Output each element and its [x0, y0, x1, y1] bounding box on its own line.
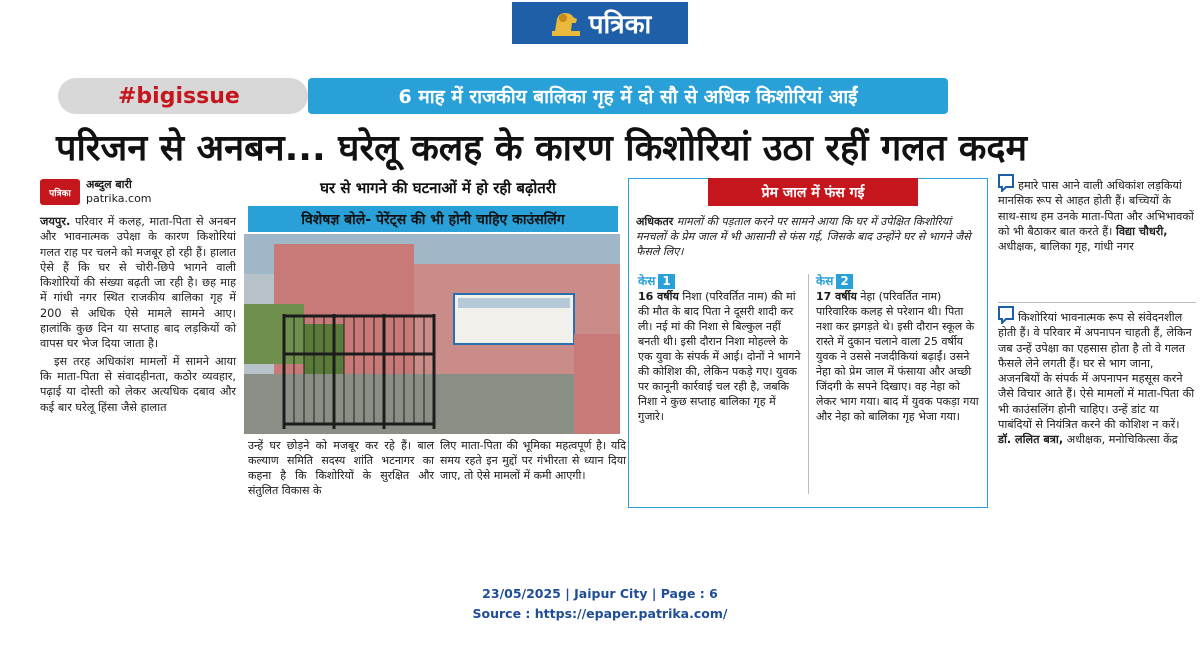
case-2-lead: 17 वर्षीय [816, 290, 857, 303]
case-1-text [638, 289, 802, 424]
quote-1-text: हमारे पास आने वाली अधिकांश लड़कियां मानसिक रूप से आहत होती हैं। बच्चियों के साथ-साथ हम उनके माता-पिता और अभिभावकों को भी बैठाकर बात करते हैं। [998, 179, 1194, 238]
headline: परिजन से अनबन... घरेलू कलह के कारण किशोरियां उठा रहीं गलत कदम [56, 128, 1028, 169]
footer [0, 584, 1200, 624]
subhead: घर से भागने की घटनाओं में हो रही बढ़ोतरी [320, 179, 556, 197]
case-2-label [816, 274, 853, 289]
byline [40, 178, 152, 206]
article-column-1 [40, 214, 236, 417]
case-divider [808, 274, 809, 494]
quote-2 [998, 306, 1196, 448]
footer-source-link[interactable]: Source : https://epaper.patrika.com/ [472, 606, 728, 621]
quote-2-role: अधीक्षक, मनोचिकित्सा केंद्र [1063, 433, 1178, 447]
case-intro-bold: अधिकतर [636, 215, 674, 228]
case-2-text [816, 289, 980, 424]
case-intro-text: मामलों की पड़ताल करने पर सामने आया कि घर में उपेक्षित किशोरियां मनचलों के प्रेम जाल में भी आसानी से फंस गई, जिसके बाद उन्होंने घर से भागने जैसे फैसले लिए। [636, 215, 971, 258]
building-photo [244, 234, 620, 434]
dateline: जयपुर. [40, 215, 71, 228]
news-clipping [38, 70, 1198, 526]
brand-name: पत्रिका [588, 10, 652, 40]
footer-date-line: 23/05/2025 | Jaipur City | Page : 6 [482, 586, 718, 601]
big-issue-tag [58, 78, 308, 114]
case-1-number: 1 [658, 274, 674, 289]
caption-right: लिए माता-पिता की भूमिका महत्वपूर्ण है। यदि समय रहते इन मुद्दों पर गंभीरता से ध्यान दिया जाए, तो ऐसे मामलों में कमी आएगी। [440, 439, 626, 482]
case-banner: प्रेम जाल में फंस गई [708, 178, 918, 206]
patrika-tag: पत्रिका [40, 179, 80, 205]
masthead-logo [512, 2, 688, 44]
quote-1-name: विद्या चौधरी, [1115, 224, 1168, 238]
case-2-body: नेहा (परिवर्तित नाम) पारिवारिक कलह से परेशान थी। पिता नशा कर झगड़ते थे। इसी दौरान स्कूल के रास्ते में दुकान चलाने वाला 25 वर्षीय युवक ने उससे नजदीकियां बढ़ाईं। उसने नेहा को प्रेम जाल में फंसाया और अच्छी जिंदगी के सपने दिखाए। वह नेहा को लेकर भाग गया। बाद में युवक पकड़ा गया और नेहा को बालिका गृह भेजा गया। [816, 290, 979, 423]
quote-2-text: किशोरियां भावनात्मक रूप से संवेदनशील होती हैं। वे परिवार में अपनापन चाहती हैं, लेकिन जब उन्हें उपेक्षा का एहसास होता है तो वे गलत फैसले लेने लगती हैं। घर से भाग जाना, अजनबियों के संपर्क में अपनापन महसूस करने जैसे विचार आते हैं। ऐसे मामलों में माता-पिता की भी काउंसलिंग होनी चाहिए। उन्हें डांट या पाबंदियों से नियंत्रित करने की कोशिश न करें। [998, 311, 1195, 432]
big-issue-suffix: issue [175, 83, 240, 109]
case-1 [638, 274, 802, 424]
case-1-lead: 16 वर्षीय [638, 290, 679, 303]
author-site: patrika.com [86, 192, 152, 205]
caption-left: उन्हें घर छोड़ने को मजबूर कर रहे हैं। बाल कल्याण समिति सदस्य शांति भटनागर का कहना है कि किशोरियों के सुरक्षित और संतुलित विकास के [248, 439, 434, 497]
building-photo-illustration [244, 234, 620, 434]
case-2-word: केस [816, 274, 834, 288]
kicker-bar: 6 माह में राजकीय बालिका गृह में दो सौ से अधिक किशोरियां आईं [308, 78, 948, 114]
case-intro [636, 214, 982, 259]
case-2-number: 2 [836, 274, 852, 289]
quote-1-role: अधीक्षक, बालिका गृह, गांधी नगर [998, 240, 1134, 254]
case-1-label [638, 274, 675, 289]
case-1-word: केस [638, 274, 656, 288]
quote-2-name: डॉ. ललित बत्रा, [998, 433, 1064, 447]
paragraph-1 [40, 214, 236, 352]
quote-separator [998, 302, 1196, 303]
paragraph-1-text: परिवार में कलह, माता-पिता से अनबन और भावनात्मक उपेक्षा के कारण किशोरियां गलत राह पर चलने को मजबूर हो रही हैं। हालात ऐसे हैं कि घर से चोरी-छिपे भागने वाली किशोरियों की संख्या बढ़ती जा रही है। छह माह में गांधी नगर स्थित राजकीय बालिका गृह में 200 से अधिक ऐसे मामले सामने आए। हालांकि कुछ दिन या सप्ताह बाद लड़कियों को वापस घर भेज दिया जाता है। [40, 215, 237, 351]
case-1-body: निशा (परिवर्तित नाम) की मां की मौत के बाद पिता ने दूसरी शादी कर ली। नई मां की निशा से बिल्कुल नहीं बनती थी। इसी दौरान निशा मोहल्ले के एक युवा के संपर्क में आई। दोनों ने भागने की कोशिश की, लेकिन पकड़े गए। युवक पर कानूनी कार्रवाई चल रही है, जबकि निशा ने कुछ सप्ताह बालिका गृह में गुजारे। [638, 290, 801, 423]
quote-bubble-icon [998, 306, 1014, 324]
expert-bar: विशेषज्ञ बोले- पेरेंट्स की भी होनी चाहिए काउंसलिंग [248, 206, 618, 232]
quote-bubble-icon [998, 174, 1014, 192]
big-issue-prefix: #big [118, 83, 176, 109]
author-name: अब्दुल बारी [86, 178, 132, 191]
paragraph-2: इस तरह अधिकांश मामलों में सामने आया कि माता-पिता से संवादहीनता, कठोर व्यवहार, पढ़ाई या दोस्ती को लेकर अत्यधिक दबाव और कई बार घरेलू हिंसा जैसे हालात [40, 354, 236, 414]
byline-text [86, 178, 152, 206]
quote-1 [998, 174, 1196, 254]
case-2 [816, 274, 980, 424]
lion-icon [549, 7, 583, 39]
